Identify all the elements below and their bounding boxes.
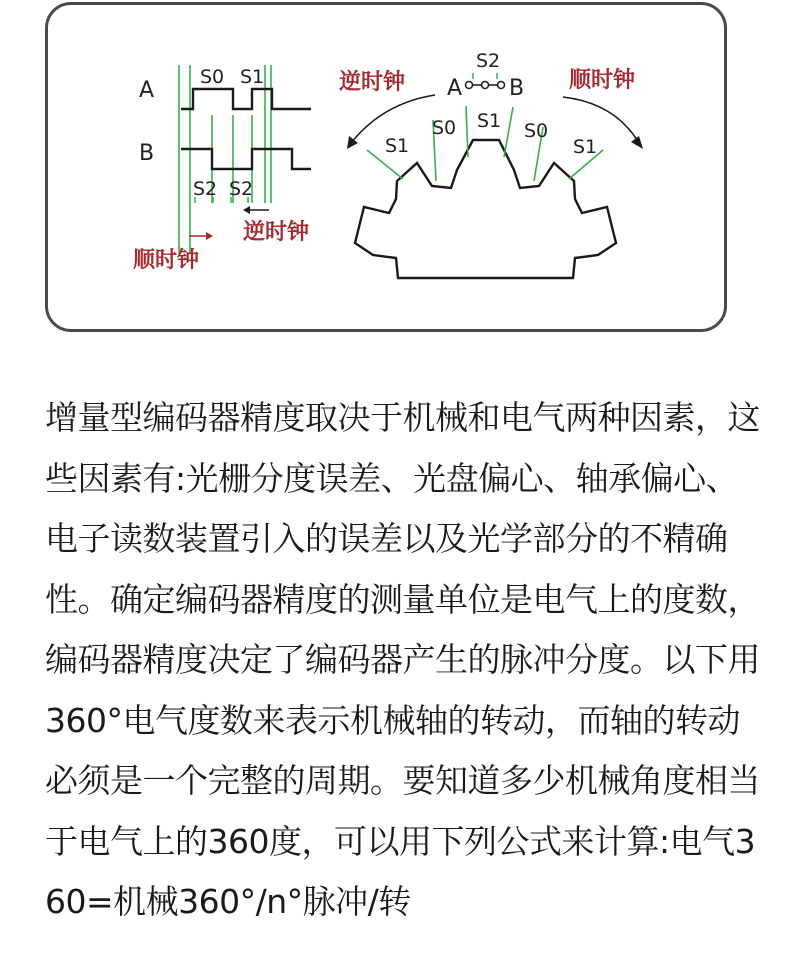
state-s2-label: S2 (193, 178, 218, 200)
sensor-a-label: A (447, 76, 463, 101)
zone-s1-right-label: S1 (573, 136, 598, 158)
zone-s1-left-label: S1 (385, 135, 410, 157)
encoder-disk-outline (355, 140, 616, 278)
zone-s0-right-label: S0 (524, 120, 549, 142)
disk-ccw-label: 逆时钟 (339, 70, 406, 95)
state-s2-label: S2 (229, 178, 254, 200)
sensor-s2-label: S2 (476, 50, 501, 72)
encoder-accuracy-paragraph: 增量型编码器精度取决于机械和电气两种因素，这些因素有:光栅分度误差、光盘偏心、轴承偏心、电子读数装置引入的误差以及光学部分的不精确性。确定编码器精度的测量单位是电气上的度数，编码器精度决定了编码器产生的脉冲分度。以下用360°电气度数来表示机械轴的转动，而轴的转动必须是一个完整的周期。要知道多少机械角度相当于电气上的360度，可以用下列公式来计算:电气360=机械360°/n°脉冲/转 (45, 398, 760, 921)
disk-cw-label: 顺时钟 (569, 68, 636, 93)
waveform-diagram (133, 65, 311, 273)
arrow-cw-icon (189, 232, 213, 240)
state-s1-label: S1 (240, 66, 265, 88)
wave-cw-label: 顺时钟 (133, 248, 200, 273)
state-s0-label: S0 (200, 66, 225, 88)
channel-b-label: B (139, 141, 155, 166)
signal-a-waveform (181, 89, 311, 109)
encoder-diagram-card (45, 2, 727, 332)
sensor-b-label: B (509, 76, 525, 101)
encoder-disk-diagram (339, 50, 643, 278)
encoder-diagram (45, 3, 727, 332)
sensor-pair-icon (466, 73, 505, 89)
wave-ccw-label: 逆时钟 (243, 220, 310, 245)
zone-s0-left-label: S0 (432, 117, 457, 139)
channel-a-label: A (139, 78, 155, 103)
signal-b-waveform (181, 149, 311, 169)
arrow-ccw-icon (243, 206, 269, 214)
zone-s1-center-label: S1 (477, 110, 502, 132)
